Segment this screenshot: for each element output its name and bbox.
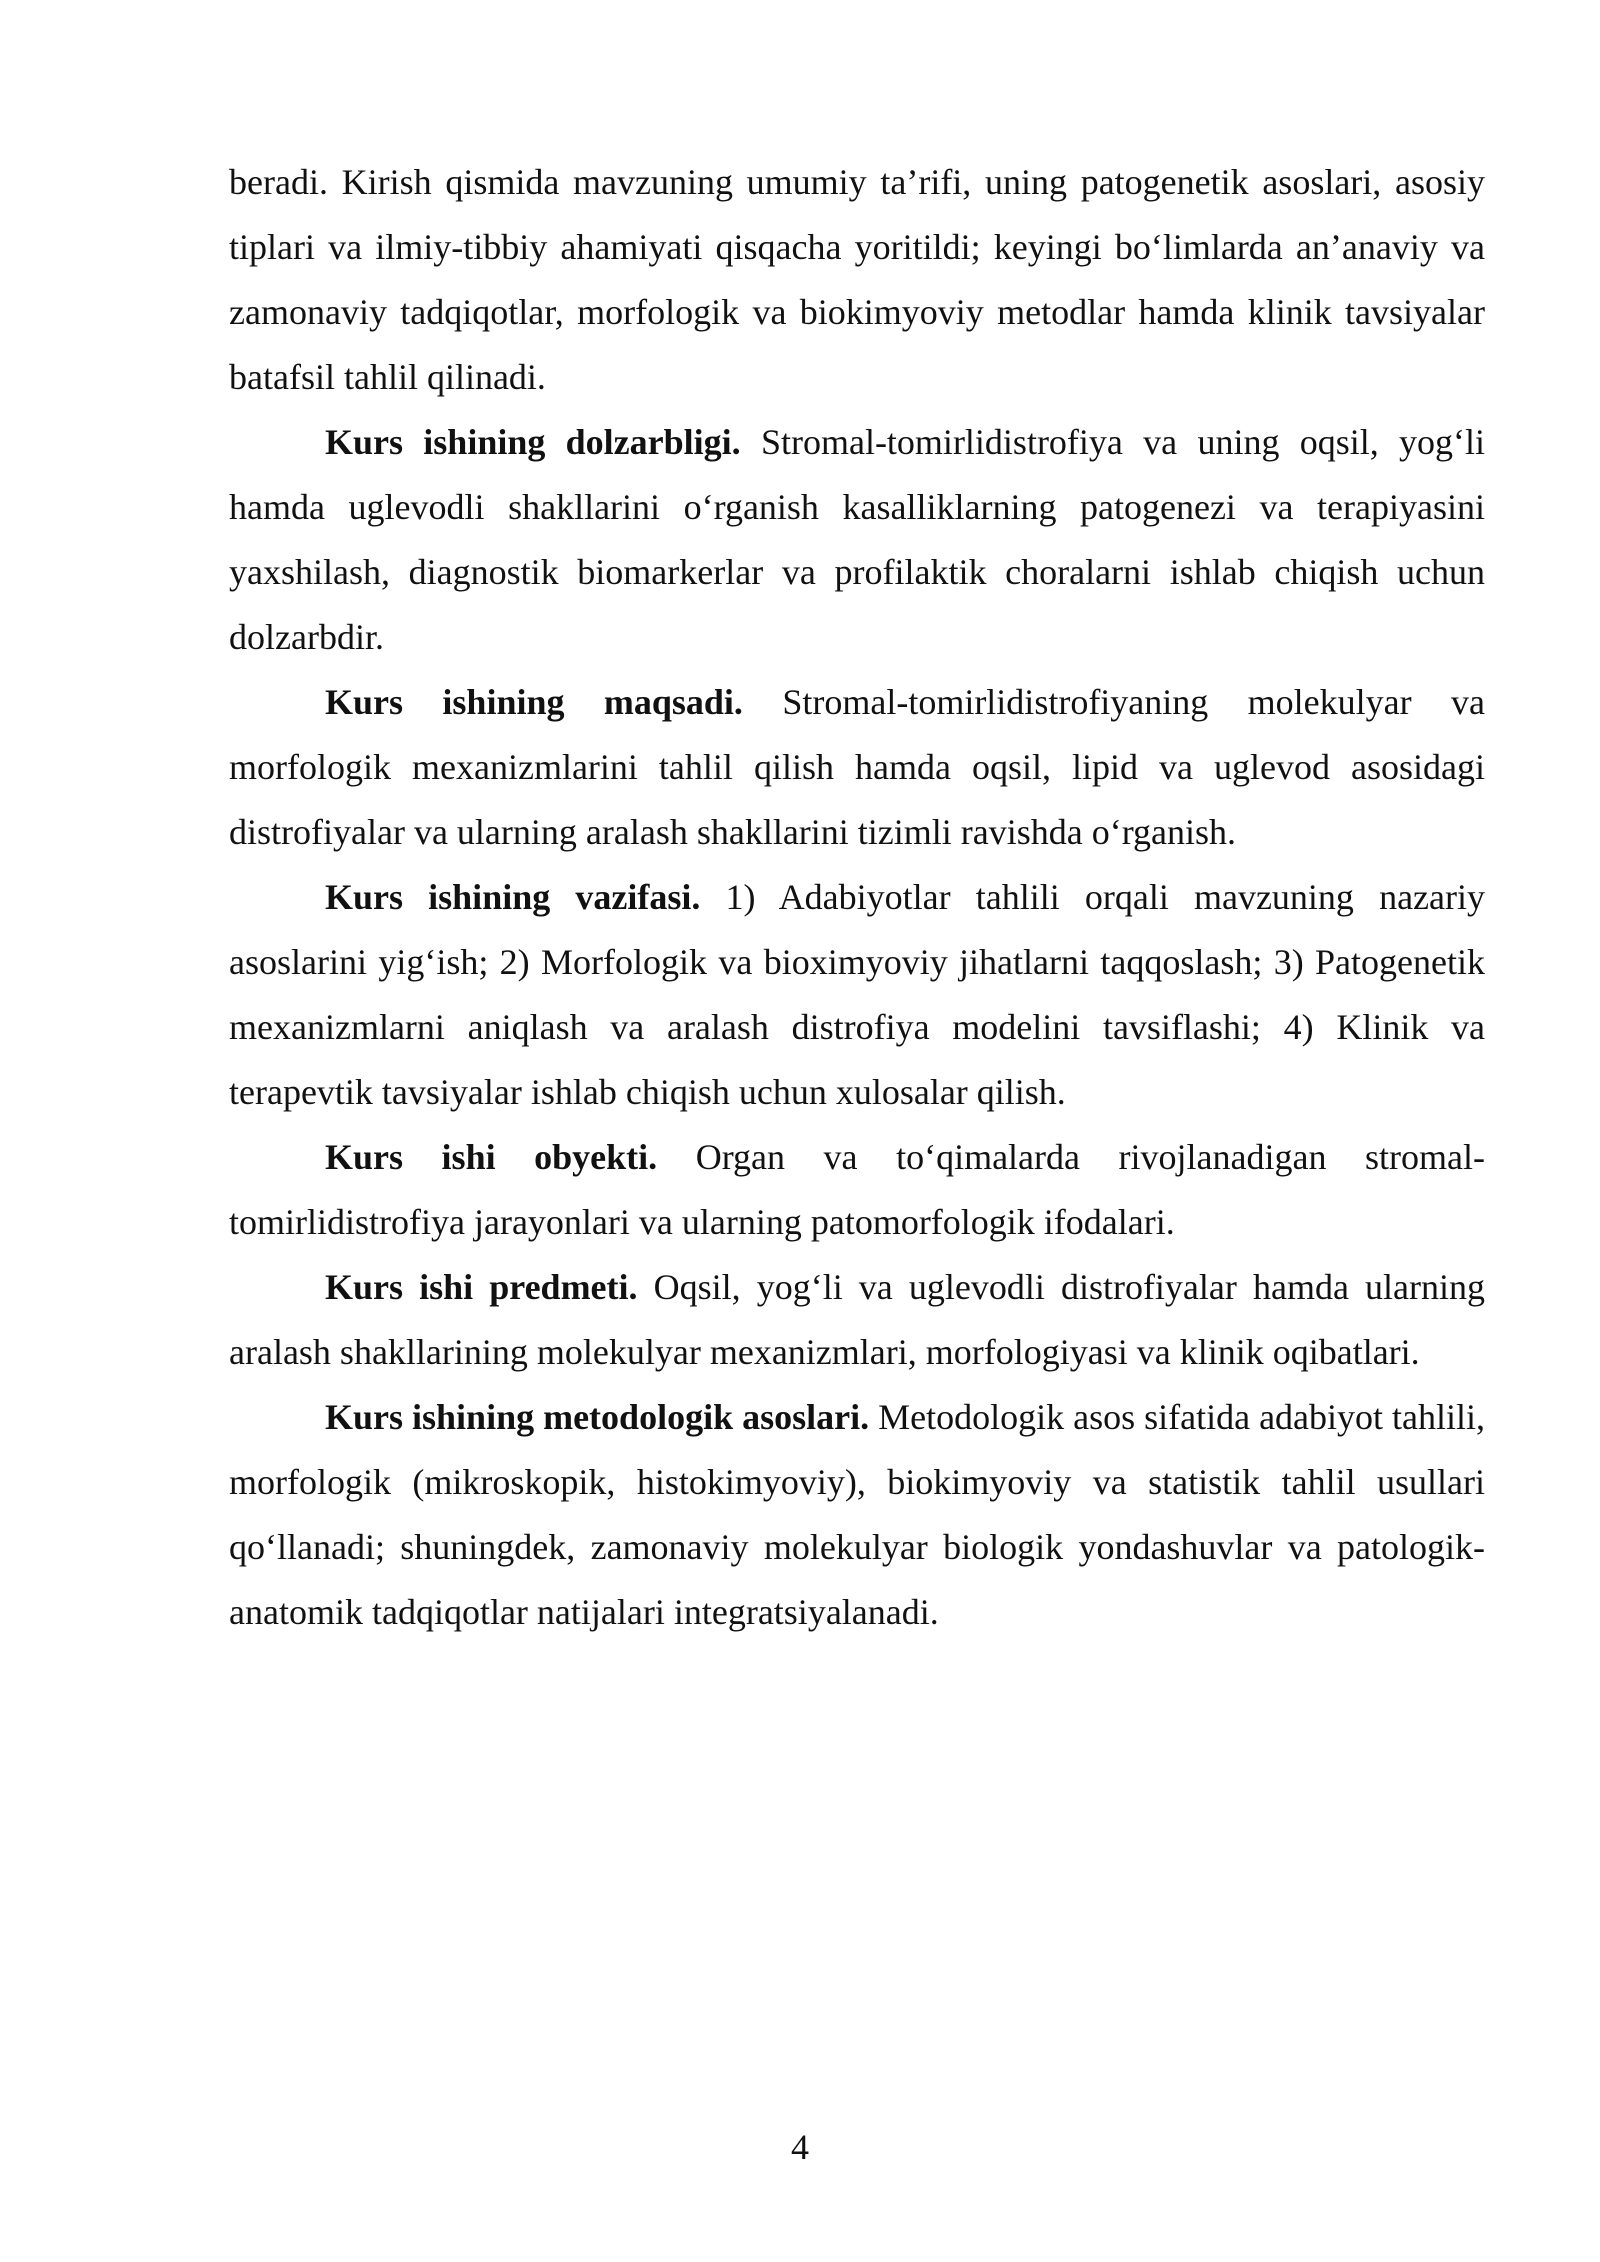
goal-paragraph — [229, 670, 1485, 865]
goal-text: Stromal-tomirlidistrofiyaning molekulyar va morfologik mexanizmlarini tahlil qilish hamda oqsil, lipid va uglevod asosidagi distrofiyalar va ularning aralash shakllarini tizimli ravishda o‘rganish. — [229, 682, 1486, 852]
relevance-heading: Kurs ishining dolzarbligi. — [325, 422, 741, 462]
object-paragraph — [229, 1125, 1485, 1255]
subject-heading: Kurs ishi predmeti. — [325, 1267, 638, 1307]
relevance-text: Stromal-tomirlidistrofiya va uning oqsil, yog‘li hamda uglevodli shakllarini o‘rganish kasalliklarning patogenezi va terapiyasini yaxshilash, diagnostik biomarkerlar va profilaktik choralarni ishlab chiqish uchun dolzarbdir. — [229, 422, 1486, 657]
tasks-paragraph — [229, 865, 1485, 1125]
goal-heading: Kurs ishining maqsadi. — [325, 682, 743, 722]
methodology-heading: Kurs ishining metodologik asoslari. — [325, 1397, 870, 1437]
intro-paragraph-text: beradi. Kirish qismida mavzuning umumiy ta’rifi, uning patogenetik asoslari, asosiy tiplari va ilmiy-tibbiy ahamiyati qisqacha yoritildi; keyingi bo‘limlarda an’anaviy va zamonaviy tadqiqotlar, morfologik va biokimyoviy metodlar hamda klinik tavsiyalar batafsil tahlil qilinadi. — [229, 162, 1485, 397]
methodology-text: Metodologik asos sifatida adabiyot tahlili, morfologik (mikroskopik, histokimyoviy), biokimyoviy va statistik tahlil usullari qo‘llanadi; shuningdek, zamonaviy molekulyar biologik yondashuvlar va patologik-anatomik tadqiqotlar natijalari integratsiyalanadi. — [229, 1397, 1486, 1632]
subject-text: Oqsil, yog‘li va uglevodli distrofiyalar hamda ularning aralash shakllarining molekulyar mexanizmlari, morfologiyasi va klinik oqibatlari. — [229, 1267, 1485, 1372]
object-heading: Kurs ishi obyekti. — [325, 1137, 658, 1177]
intro-paragraph — [229, 150, 1485, 410]
subject-paragraph — [229, 1255, 1485, 1385]
relevance-paragraph — [229, 410, 1485, 670]
methodology-paragraph — [229, 1385, 1485, 1645]
object-text: Organ va to‘qimalarda rivojlanadigan stromal-tomirlidistrofiya jarayonlari va ularning patomorfologik ifodalari. — [229, 1137, 1485, 1242]
tasks-heading: Kurs ishining vazifasi. — [325, 877, 701, 917]
page-number: 4 — [791, 2127, 809, 2167]
page-content — [229, 150, 1485, 1645]
tasks-text: 1) Adabiyotlar tahlili orqali mavzuning nazariy asoslarini yig‘ish; 2) Morfologik va bioximyoviy jihatlarni taqqoslash; 3) Patogenetik mexanizmlarni aniqlash va aralash distrofiya modelini tavsiflashi; 4) Klinik va terapevtik tavsiyalar ishlab chiqish uchun xulosalar qilish. — [229, 877, 1485, 1112]
